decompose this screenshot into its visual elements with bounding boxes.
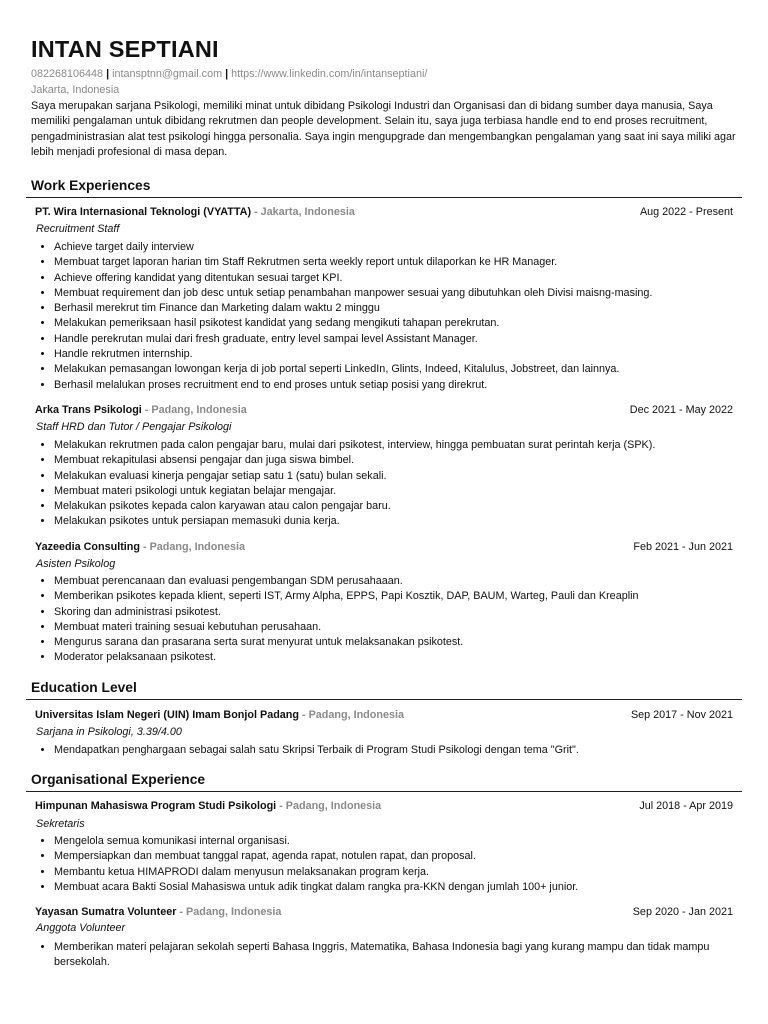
entry-role: Recruitment Staff <box>36 223 120 235</box>
bullet-item: • Melakukan evaluasi kinerja pengajar setiap satu 1 (satu) bulan sekali. <box>54 469 734 484</box>
section-divider <box>26 699 742 700</box>
section-title-education: Education Level <box>31 680 137 695</box>
entry-header <box>35 709 733 724</box>
bullet-item: • Melakukan psikotes untuk persiapan memasuki dunia kerja. <box>54 514 734 529</box>
entry-organization: Himpunan Mahasiswa Program Studi Psikologi <box>35 800 277 812</box>
bullet-item: • Memberikan materi pelajaran sekolah seperti Bahasa Inggris, Matematika, Bahasa Indonesia bagi yang kurang mampu dan tidak mampu bersekolah. <box>54 940 724 971</box>
bullet-item: • Membuat materi training sesuai kebutuhan perusahaan. <box>54 620 734 635</box>
entry-role: Sarjana in Psikologi, 3.39/4.00 <box>36 726 182 738</box>
bullet-item: • Achieve offering kandidat yang ditentukan sesuai target KPI. <box>54 271 734 286</box>
bullet-item: • Skoring dan administrasi psikotest. <box>54 605 734 620</box>
entry-bullets <box>40 438 734 530</box>
entry-header <box>35 906 733 921</box>
contact-line <box>31 68 427 80</box>
bullet-item: • Membantu ketua HIMAPRODI dalam menyusun melaksanakan program kerja. <box>54 865 734 880</box>
entry-location: - Padang, Indonesia <box>299 709 404 721</box>
email-link[interactable]: intansptnn@gmail.com <box>112 68 223 80</box>
bullet-item: • Berhasil merekrut tim Finance dan Marketing dalam waktu 2 minggu <box>54 301 734 316</box>
bullet-item: • Membuat materi psikologi untuk kegiatan belajar mengajar. <box>54 484 734 499</box>
entry-date: Dec 2021 - May 2022 <box>629 404 733 416</box>
bullet-item: • Melakukan pemeriksaan hasil psikotest kandidat yang sedang mengikuti tahapan perekrutan. <box>54 316 734 331</box>
bullet-item: • Mempersiapkan dan membuat tanggal rapat, agenda rapat, notulen rapat, dan proposal. <box>54 849 734 864</box>
entry-header <box>35 800 733 815</box>
bullet-item: • Achieve target daily interview <box>54 240 734 255</box>
section-title-organisation: Organisational Experience <box>31 772 206 787</box>
entry-organization: PT. Wira Internasional Teknologi (VYATTA) <box>35 206 252 218</box>
bullet-item: • Membuat rekapitulasi absensi pengajar dan juga siswa bimbel. <box>54 453 734 468</box>
section-divider <box>26 197 742 198</box>
entry-date: Aug 2022 - Present <box>639 206 733 218</box>
entry-role: Sekretaris <box>36 818 85 830</box>
entry-role: Staff HRD dan Tutor / Pengajar Psikologi <box>36 421 232 433</box>
entry-location: - Padang, Indonesia <box>276 800 382 812</box>
section-divider <box>26 791 742 792</box>
entry-location: - Padang, Indonesia <box>176 906 282 918</box>
entry-date: Jul 2018 - Apr 2019 <box>639 800 733 812</box>
entry-date: Sep 2020 - Jan 2021 <box>632 906 733 918</box>
linkedin-link[interactable]: https://www.linkedin.com/in/intanseptiani/ <box>231 68 428 80</box>
bullet-item: • Membuat requirement dan job desc untuk setiap penambahan manpower sesuai yang dibutuhkan oleh Divisi maisng-masing. <box>54 286 734 301</box>
entry-header <box>35 206 733 221</box>
phone-link[interactable]: 082268106448 <box>31 68 104 80</box>
bullet-item: • Handle perekrutan mulai dari fresh graduate, entry level sampai level Assistant Manager. <box>54 332 734 347</box>
bullet-item: • Mendapatkan penghargaan sebagai salah satu Skripsi Terbaik di Program Studi Psikologi dengan tema "Grit". <box>54 743 734 758</box>
bullet-item: • Membuat perencanaan dan evaluasi pengembangan SDM perusahaaan. <box>54 574 734 589</box>
contact-separator: | <box>106 68 110 80</box>
entry-date: Feb 2021 - Jun 2021 <box>633 541 733 553</box>
entry-header <box>35 541 733 556</box>
entry-location: - Padang, Indonesia <box>141 404 247 416</box>
entry-organization: Yayasan Sumatra Volunteer <box>35 906 177 918</box>
entry-date: Sep 2017 - Nov 2021 <box>630 709 733 721</box>
section-title-work: Work Experiences <box>31 178 151 193</box>
entry-header <box>35 404 733 419</box>
bullet-item: • Membuat acara Bakti Sosial Mahasiswa untuk adik tingkat dalam rangka pra-KKN dengan jumlah 100+ junior. <box>54 880 734 895</box>
candidate-name: INTAN SEPTIANI <box>31 36 219 62</box>
entry-organization: Yazeedia Consulting <box>35 541 140 553</box>
bullet-item: • Berhasil melalukan proses recruitment end to end proses untuk setiap posisi yang direkrut. <box>54 378 734 393</box>
bullet-item: • Mengurus sarana dan prasarana serta surat menyurat untuk melaksanakan psikotest. <box>54 635 734 650</box>
bullet-item: • Mengelola semua komunikasi internal organisasi. <box>54 834 734 849</box>
contact-separator: | <box>225 68 229 80</box>
bullet-item: • Melakukan pemasangan lowongan kerja di job portal seperti LinkedIn, Glints, Indeed, Kitalulus, Jobstreet, dan lainnya. <box>54 362 734 377</box>
bullet-item: • Moderator pelaksanaan psikotest. <box>54 650 734 665</box>
entry-bullets <box>40 743 734 758</box>
entry-bullets <box>40 834 734 895</box>
entry-role: Asisten Psikolog <box>36 558 116 570</box>
entry-bullets <box>40 240 734 393</box>
bullet-item: • Membuat target laporan harian tim Staff Rekrutmen serta weekly report untuk dilaporkan ke HR Manager. <box>54 255 734 270</box>
bullet-item: • Melakukan psikotes kepada calon karyawan atau calon pengajar baru. <box>54 499 734 514</box>
entry-bullets <box>40 574 734 666</box>
bullet-item: • Melakukan rekrutmen pada calon pengajar baru, mulai dari psikotest, interview, hingga pembuatan surat perintah kerja (SPK). <box>54 438 734 453</box>
entry-role: Anggota Volunteer <box>36 922 126 934</box>
profile-summary: Saya merupakan sarjana Psikologi, memiliki minat untuk dibidang Psikologi Industri dan Organisasi dan di bidang sumber daya manusia, Saya memiliki pengalaman untuk dibidang rekrutmen dan people development. Selain itu, saya juga terbiasa handle end to end proses recruitment, pengadministrasian alat test psikologi hingga personalia. Saya ingin mengupgrade dan mengembangkan pengalaman yang saat ini saya miliki agar lebih menjadi profesional di masa depan. <box>31 100 736 159</box>
entry-location: - Padang, Indonesia <box>140 541 245 553</box>
candidate-location: Jakarta, Indonesia <box>31 84 120 96</box>
bullet-item: • Memberikan psikotes kepada klient, seperti IST, Army Alpha, EPPS, Papi Kosztik, DAP, BAUM, Warteg, Pauli dan Kreaplin <box>54 589 734 604</box>
entry-organization: Universitas Islam Negeri (UIN) Imam Bonjol Padang <box>35 709 299 721</box>
entry-location: - Jakarta, Indonesia <box>251 206 355 218</box>
bullet-item: • Handle rekrutmen internship. <box>54 347 734 362</box>
entry-organization: Arka Trans Psikologi <box>35 404 142 416</box>
entry-bullets <box>40 940 724 971</box>
